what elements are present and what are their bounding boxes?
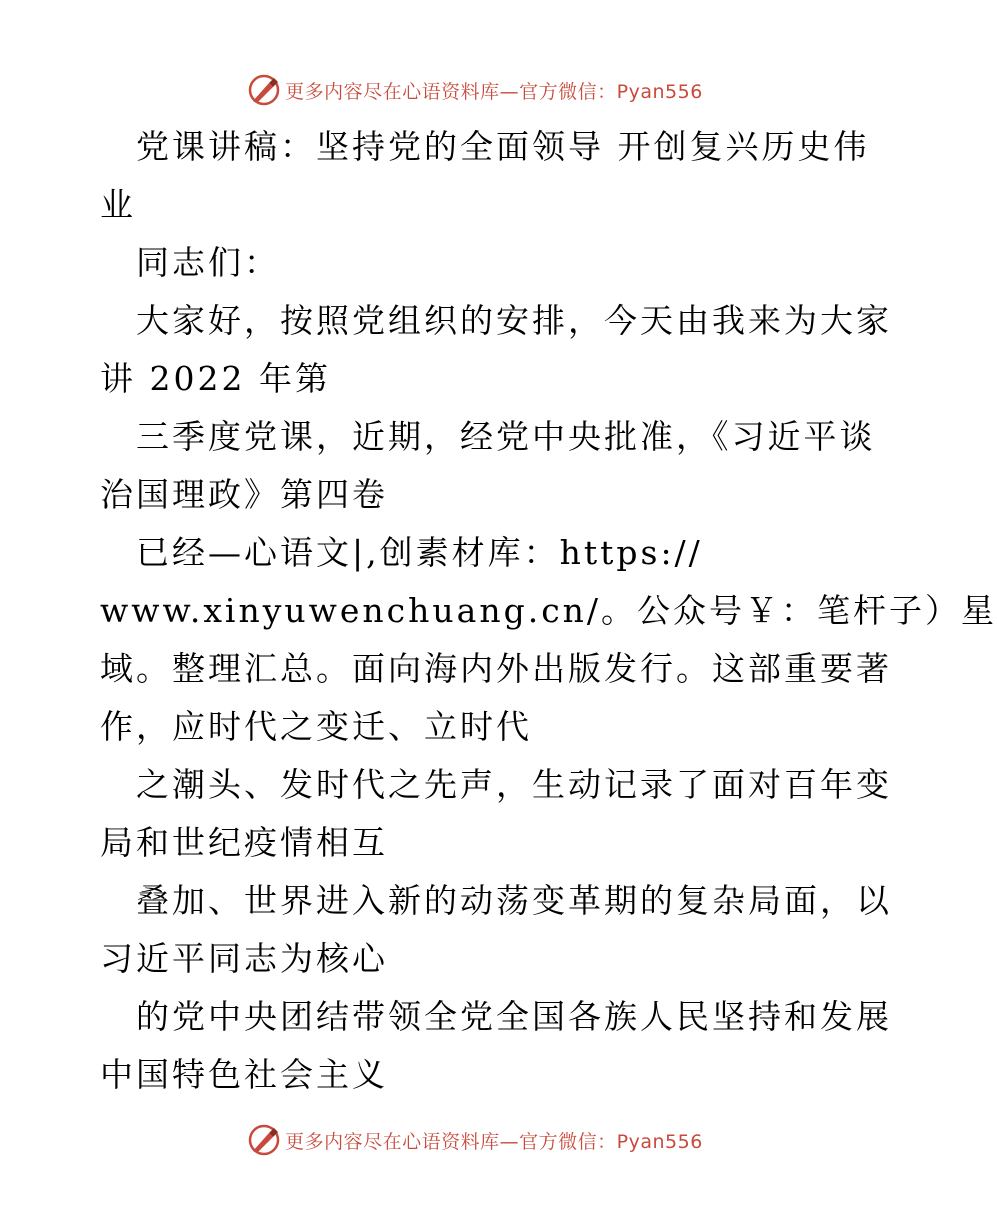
paragraph-line: 治国理政》第四卷 — [100, 475, 388, 514]
document-title-continued: 业 — [100, 185, 136, 224]
paragraph-line: 作，应时代之变迁、立时代 — [100, 707, 532, 746]
paragraph-line: 叠加、世界进入新的动荡变革期的复杂局面，以 — [136, 881, 892, 920]
header-banner — [0, 70, 950, 110]
document-title: 党课讲稿：坚持党的全面领导 开创复兴历史伟 — [136, 127, 870, 166]
header-banner-text: 更多内容尽在心语资料库—官方微信：Pyan556 — [285, 80, 703, 103]
paragraph-line: 之潮头、发时代之先声，生动记录了面对百年变 — [136, 765, 892, 804]
paragraph-line: 讲 2022 年第 — [100, 359, 331, 398]
salutation: 同志们： — [136, 243, 280, 282]
pen-logo-icon — [247, 73, 281, 107]
paragraph-line: 习近平同志为核心 — [100, 939, 388, 978]
paragraph-line: 三季度党课，近期，经党中央批准，《习近平谈 — [136, 417, 876, 456]
paragraph-line: 大家好，按照党组织的安排，今天由我来为大家 — [136, 301, 892, 340]
pen-logo-icon — [247, 1123, 281, 1157]
paragraph-line: 域。整理汇总。面向海内外出版发行。这部重要著 — [100, 649, 892, 688]
paragraph-line: 局和世纪疫情相互 — [100, 823, 388, 862]
paragraph-line: 已经—心语文|,创素材库：https:// — [136, 533, 703, 572]
document-body — [100, 118, 997, 1104]
paragraph-line: 中国特色社会主义 — [100, 1055, 388, 1094]
paragraph-line: 的党中央团结带领全党全国各族人民坚持和发展 — [136, 997, 892, 1036]
paragraph-line-url: www.xinyuwenchuang.cn/。公众号￥：笔杆子）星 — [100, 591, 997, 630]
footer-banner — [0, 1120, 950, 1160]
footer-banner-text: 更多内容尽在心语资料库—官方微信：Pyan556 — [285, 1130, 703, 1153]
